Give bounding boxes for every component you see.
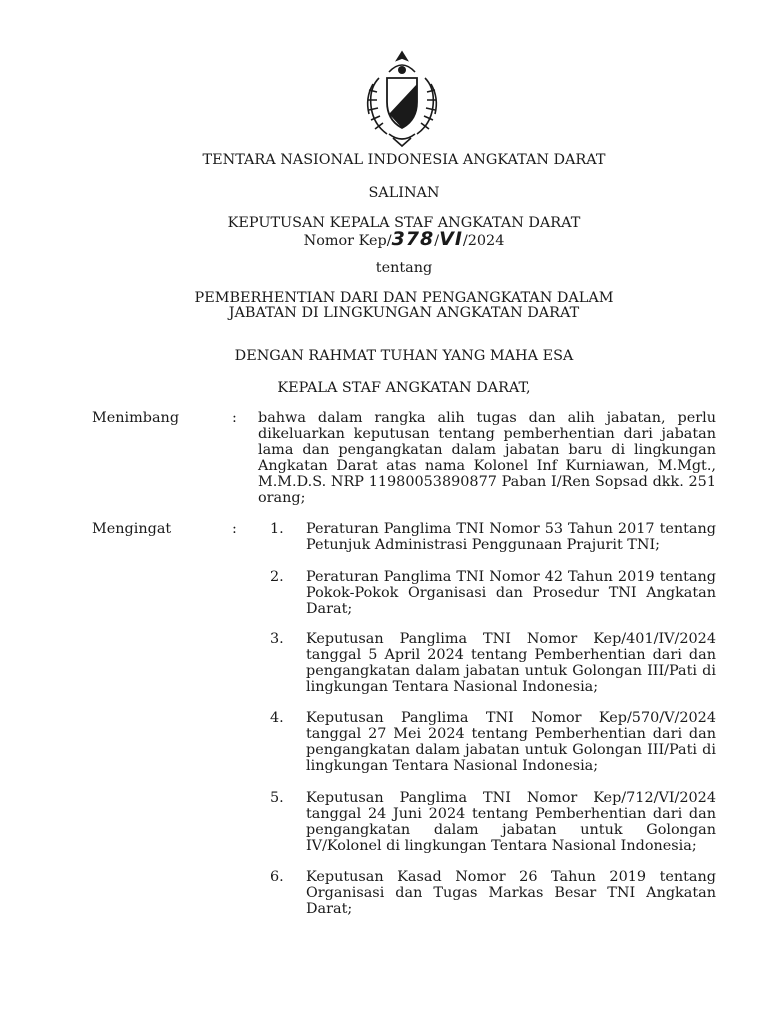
- mengingat-item-4-text: Keputusan Panglima TNI Nomor Kep/570/V/2024 tanggal 27 Mei 2024 tentang Pemberhentian dari dan pengangkatan dalam jabatan untuk Golongan III/Pati di lingkungan Tentara Nasional Indonesia;: [306, 710, 716, 774]
- number-separator: /: [434, 233, 440, 249]
- subject-line-1: PEMBERHENTIAN DARI DAN PENGANGKATAN DALAM: [194, 290, 614, 306]
- mengingat-item-5-number: 5.: [270, 790, 284, 806]
- number-prefix: Nomor Kep/: [303, 233, 392, 249]
- menimbang-colon: :: [232, 410, 237, 426]
- mengingat-item-2-number: 2.: [270, 569, 284, 585]
- mengingat-item-2-text: Peraturan Panglima TNI Nomor 42 Tahun 2019 tentang Pokok-Pokok Organisasi dan Prosedur TNI Angkatan Darat;: [306, 569, 716, 617]
- handwritten-number: 378: [391, 228, 435, 250]
- about-word: tentang: [375, 260, 433, 276]
- mengingat-item-1-text: Peraturan Panglima TNI Nomor 53 Tahun 2017 tentang Petunjuk Administrasi Penggunaan Prajurit TNI;: [306, 521, 716, 553]
- decree-number: [0, 229, 768, 251]
- invocation: DENGAN RAHMAT TUHAN YANG MAHA ESA: [234, 348, 574, 364]
- mengingat-item-6-number: 6.: [270, 869, 284, 885]
- copy-label: SALINAN: [368, 185, 440, 201]
- mengingat-item-3-text: Keputusan Panglima TNI Nomor Kep/401/IV/2024 tanggal 5 April 2024 tentang Pemberhentian dari dan pengangkatan dalam jabatan untuk Golongan III/Pati di lingkungan Tentara Nasional Indonesia;: [306, 631, 716, 695]
- menimbang-label: Menimbang: [92, 410, 180, 426]
- number-suffix: /2024: [462, 233, 505, 249]
- menimbang-text: bahwa dalam rangka alih tugas dan alih jabatan, perlu dikeluarkan keputusan tentang pemberhentian dari jabatan lama dan pengangkatan dalam jabatan baru di lingkungan Angkatan Darat atas nama Kolonel Inf Kurniawan, M.Mgt., M.M.D.S. NRP 11980053890877 Paban I/Ren Sopsad dkk. 251 orang;: [258, 410, 716, 506]
- organization-name: TENTARA NASIONAL INDONESIA ANGKATAN DARAT: [202, 152, 606, 168]
- mengingat-item-3-number: 3.: [270, 631, 284, 647]
- tni-ad-emblem-icon: [359, 48, 445, 148]
- mengingat-label: Mengingat: [92, 521, 172, 537]
- mengingat-item-4-number: 4.: [270, 710, 284, 726]
- decree-title: KEPUTUSAN KEPALA STAF ANGKATAN DARAT: [227, 215, 581, 231]
- handwritten-month: VI: [439, 228, 463, 250]
- mengingat-item-1-number: 1.: [270, 521, 284, 537]
- mengingat-colon: :: [232, 521, 237, 537]
- mengingat-item-6-text: Keputusan Kasad Nomor 26 Tahun 2019 tentang Organisasi dan Tugas Markas Besar TNI Angkatan Darat;: [306, 869, 716, 917]
- official-title: KEPALA STAF ANGKATAN DARAT,: [277, 380, 531, 396]
- subject-line-2: JABATAN DI LINGKUNGAN ANGKATAN DARAT: [228, 305, 580, 321]
- mengingat-item-5-text: Keputusan Panglima TNI Nomor Kep/712/VI/2024 tanggal 24 Juni 2024 tentang Pemberhentian dari dan pengangkatan dalam jabatan untuk Golongan IV/Kolonel di lingkungan Tentara Nasional Indonesia;: [306, 790, 716, 854]
